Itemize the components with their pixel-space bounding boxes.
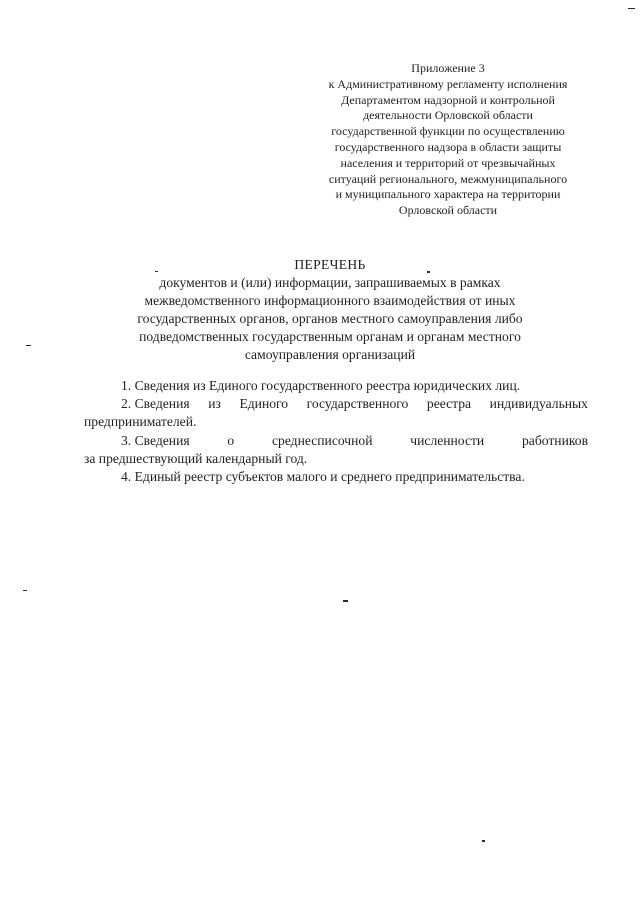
scan-speck: [155, 271, 158, 272]
scan-speck: [26, 345, 31, 346]
list-item-2-word: индивидуальных: [489, 396, 588, 412]
list-heading: [100, 256, 560, 364]
list-item-3: [84, 432, 588, 468]
scan-speck: [343, 600, 348, 602]
subtitle-line: межведомственного информационного взаимодействия от иных: [144, 293, 516, 308]
list-item-1: 1. Сведения из Единого государственного реестра юридических лиц.: [121, 378, 521, 393]
list-item-3-word: работников: [522, 432, 588, 448]
list-item-3-first-line: [84, 432, 588, 450]
scan-speck: [482, 840, 485, 842]
list-item-3-continuation: за предшествующий календарный год.: [84, 450, 308, 466]
appendix-line: Приложение 3: [411, 61, 485, 75]
scan-speck: [427, 271, 430, 273]
list-item-2-word: 2. Сведения: [121, 396, 190, 412]
document-list: [84, 377, 588, 486]
list-item-2-first-line: [84, 395, 588, 413]
appendix-header: [298, 61, 598, 219]
list-item-3-word: численности: [410, 432, 485, 448]
list-item-2-word: реестра: [426, 396, 472, 412]
list-item-3-word: среднесписочной: [272, 432, 373, 448]
list-item-2-word: из: [208, 396, 221, 412]
scan-speck: [23, 590, 27, 591]
appendix-line: государственной функции по осуществлению: [331, 124, 565, 139]
appendix-line: государственного надзора в области защиты: [334, 139, 562, 154]
document-title: ПЕРЕЧЕНЬ: [294, 257, 366, 272]
appendix-line: к Административному регламенту исполнения: [328, 76, 568, 91]
list-item-2-continuation: предпринимателей.: [84, 414, 197, 430]
appendix-line: Департаментом надзорной и контрольной: [341, 92, 555, 107]
list-item-2-word: Единого: [239, 396, 289, 412]
list-item-3-word: 3. Сведения: [121, 432, 190, 448]
subtitle-line: государственных органов, органов местного самоуправления либо: [137, 311, 523, 326]
list-item-2: [84, 395, 588, 431]
list-item-4: 4. Единый реестр субъектов малого и среднего предпринимательства.: [121, 469, 525, 485]
list-item-3-word: о: [227, 432, 235, 448]
appendix-line: Орловской области: [398, 203, 498, 218]
scan-speck: [628, 8, 635, 9]
appendix-line: деятельности Орловской области: [363, 108, 533, 123]
subtitle-line: подведомственных государственным органам и органам местного: [139, 329, 521, 344]
appendix-line: ситуаций регионального, межмуниципального: [328, 171, 568, 186]
appendix-line: и муниципального характера на территории: [335, 187, 561, 202]
list-item-2-word: государственного: [306, 396, 409, 412]
subtitle-line: самоуправления организаций: [244, 347, 416, 362]
appendix-line: населения и территорий от чрезвычайных: [340, 155, 556, 170]
subtitle-line: документов и (или) информации, запрашиваемых в рамках: [159, 275, 501, 290]
